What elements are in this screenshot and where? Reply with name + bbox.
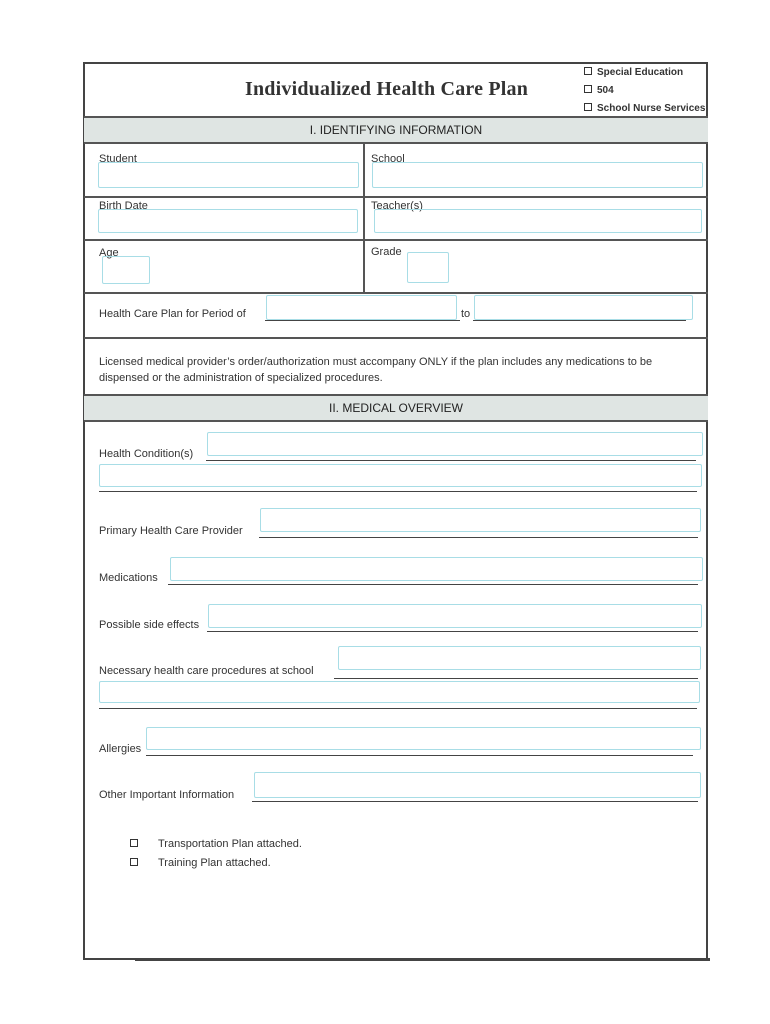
allergies-field[interactable]: [146, 727, 701, 750]
side-effects-label: Possible side effects: [99, 619, 200, 631]
health-conditions-field-2[interactable]: [99, 464, 702, 487]
procedures-line: [334, 678, 698, 679]
medications-label: Medications: [99, 572, 158, 584]
provider-order-note: Licensed medical provider’s order/authorization must accompany ONLY if the plan includes any medications to be dispensed or the administration of specialized procedures.: [99, 356, 653, 384]
medications-line: [168, 584, 698, 585]
other-info-line: [252, 801, 698, 802]
grade-field[interactable]: [407, 252, 449, 283]
form-title: Individualized Health Care Plan: [245, 78, 529, 100]
side-effects-line: [207, 631, 698, 632]
health-conditions-line-2: [99, 491, 697, 492]
checkbox-school-nurse-services[interactable]: [584, 103, 705, 114]
grade-label: Grade: [371, 246, 402, 258]
health-conditions-label: Health Condition(s): [99, 448, 194, 460]
period-end-line: [473, 320, 686, 321]
procedures-field[interactable]: [338, 646, 701, 670]
procedures-field-2[interactable]: [99, 681, 700, 703]
period-start-field[interactable]: [266, 295, 457, 320]
checkbox-label: Transportation Plan attached.: [158, 838, 302, 850]
checkbox-special-education[interactable]: [584, 67, 683, 78]
checkbox-504[interactable]: [584, 85, 614, 96]
period-start-line: [265, 320, 460, 321]
section-heading-medical-overview: II. MEDICAL OVERVIEW: [84, 394, 708, 422]
student-label: Student: [99, 153, 137, 165]
provider-label: Primary Health Care Provider: [99, 525, 243, 537]
checkbox-training-plan[interactable]: [130, 857, 271, 869]
period-to-label: to: [461, 308, 471, 320]
age-field[interactable]: [102, 256, 150, 284]
allergies-line: [146, 755, 693, 756]
student-field[interactable]: [98, 162, 359, 188]
age-label: Age: [99, 247, 119, 259]
checkbox-label: School Nurse Services: [597, 103, 706, 114]
school-field[interactable]: [372, 162, 703, 188]
checkbox-box[interactable]: [130, 858, 138, 866]
provider-line: [259, 537, 698, 538]
birth-date-field[interactable]: [98, 209, 358, 233]
medications-field[interactable]: [170, 557, 703, 581]
checkbox-label: Special Education: [597, 67, 684, 78]
teachers-label: Teacher(s): [371, 200, 423, 212]
row-divider: [84, 239, 708, 241]
period-end-field[interactable]: [474, 295, 693, 320]
checkbox-box[interactable]: [584, 85, 592, 93]
row-divider: [84, 337, 708, 339]
column-divider: [363, 144, 365, 293]
procedures-label: Necessary health care procedures at school: [99, 665, 314, 677]
health-conditions-field[interactable]: [207, 432, 703, 456]
row-divider: [84, 196, 708, 198]
checkbox-label: 504: [597, 85, 614, 96]
health-conditions-line: [206, 460, 696, 461]
checkbox-transportation-plan[interactable]: [130, 838, 302, 850]
checkbox-box[interactable]: [584, 67, 592, 75]
frame-bottom-shadow: [135, 958, 710, 961]
procedures-line-2: [99, 708, 697, 709]
section-heading-identifying: I. IDENTIFYING INFORMATION: [84, 116, 708, 144]
provider-field[interactable]: [260, 508, 701, 532]
allergies-label: Allergies: [99, 743, 142, 755]
birth-date-label: Birth Date: [99, 200, 148, 212]
period-label: Health Care Plan for Period of: [99, 308, 246, 320]
row-divider: [84, 292, 708, 294]
checkbox-box[interactable]: [584, 103, 592, 111]
checkbox-label: Training Plan attached.: [158, 857, 271, 869]
checkbox-box[interactable]: [130, 839, 138, 847]
side-effects-field[interactable]: [208, 604, 702, 628]
teachers-field[interactable]: [374, 209, 702, 233]
other-info-label: Other Important Information: [99, 789, 235, 801]
school-label: School: [371, 153, 405, 165]
other-info-field[interactable]: [254, 772, 701, 798]
